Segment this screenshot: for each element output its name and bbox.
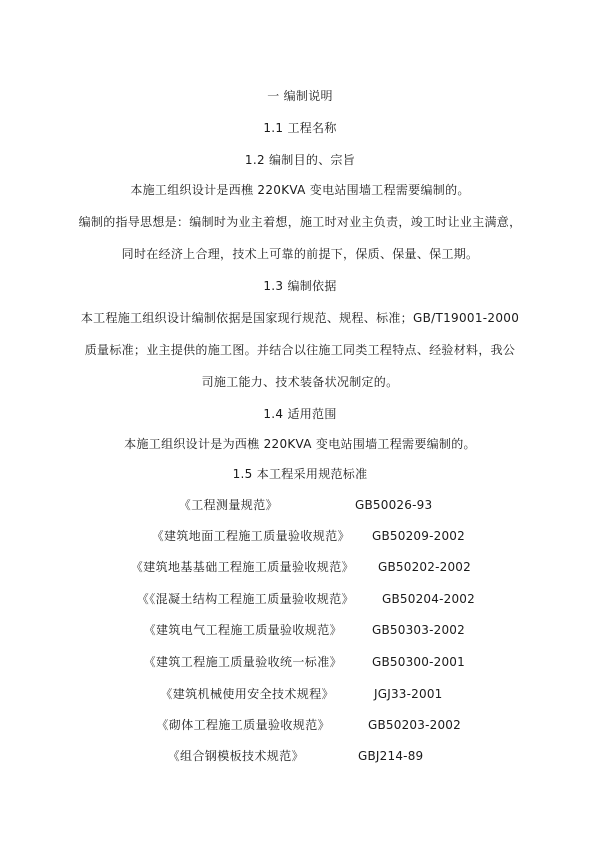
paragraph-1-2-line2: 编制的指导思想是：编制时为业主着想，施工时对业主负责，竣工时让业主满意， <box>78 215 522 229</box>
standard-name: 《《混凝土结构工程施工质量验收规范》 <box>136 592 354 606</box>
paragraph-1-2-line3: 同时在经济上合理，技术上可靠的前提下，保质、保量、保工期。 <box>121 247 479 261</box>
standard-row <box>0 497 600 513</box>
standard-code: GB50209-2002 <box>372 529 465 543</box>
standard-name: 《建筑电气工程施工质量验收规范》 <box>143 623 342 637</box>
standard-code: GB50203-2002 <box>368 718 461 732</box>
standard-row <box>0 591 600 607</box>
heading-1-1: 1.1 工程名称 <box>263 121 337 135</box>
section-title: 一 编制说明 <box>267 89 333 103</box>
standard-code: GB50303-2002 <box>372 623 465 637</box>
standard-code: GB50204-2002 <box>382 592 475 606</box>
standard-row <box>0 654 600 670</box>
heading-1-4: 1.4 适用范围 <box>263 407 337 421</box>
standard-code: GB50202-2002 <box>378 560 471 574</box>
standard-name: 《组合钢模板技术规范》 <box>167 749 304 763</box>
standard-row <box>0 717 600 733</box>
standard-name: 《砌体工程施工质量验收规范》 <box>156 718 330 732</box>
standard-name: 《建筑工程施工质量验收统一标准》 <box>143 655 342 669</box>
standard-code: GB50026-93 <box>355 498 433 512</box>
standard-name: 《建筑地基基础工程施工质量验收规范》 <box>130 560 354 574</box>
standard-row <box>0 622 600 638</box>
standard-name: 《工程测量规范》 <box>178 498 278 512</box>
paragraph-1-3-line1: 本工程施工组织设计编制依据是国家现行规范、规程、标准；GB/T19001-2000 <box>80 311 520 325</box>
paragraph-1-3-line2: 质量标准；业主提供的施工图。并结合以往施工同类工程特点、经验材料，我公 <box>84 343 516 357</box>
heading-1-5: 1.5 本工程采用规范标准 <box>232 467 368 481</box>
heading-1-3: 1.3 编制依据 <box>263 279 337 293</box>
standard-code: GBJ214-89 <box>358 749 424 763</box>
standard-row <box>0 686 600 702</box>
heading-1-2: 1.2 编制目的、宗旨 <box>244 153 356 167</box>
standard-name: 《建筑地面工程施工质量验收规范》 <box>151 529 350 543</box>
standard-code: JGJ33-2001 <box>374 687 443 701</box>
paragraph-1-3-line3: 司施工能力、技术装备状况制定的。 <box>201 375 399 389</box>
standard-row <box>0 748 600 764</box>
standard-row <box>0 528 600 544</box>
standard-name: 《建筑机械使用安全技术规程》 <box>160 687 334 701</box>
standard-row <box>0 559 600 575</box>
standard-code: GB50300-2001 <box>372 655 465 669</box>
paragraph-1-2-line1: 本施工组织设计是西樵 220KVA 变电站围墙工程需要编制的。 <box>130 183 470 197</box>
paragraph-1-4-line1: 本施工组织设计是为西樵 220KVA 变电站围墙工程需要编制的。 <box>124 437 476 451</box>
